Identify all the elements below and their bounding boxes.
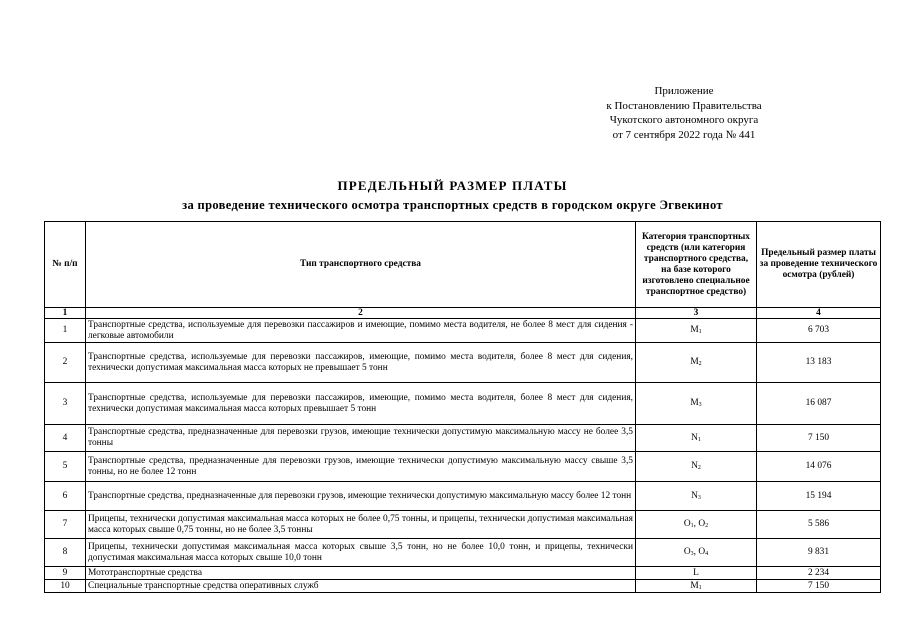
category-letter: O xyxy=(683,547,691,557)
category-letter: M xyxy=(690,398,699,408)
category-index: 3 xyxy=(698,402,702,408)
table-row xyxy=(45,343,881,383)
category-letter: N xyxy=(691,490,698,501)
row-number: 6 xyxy=(45,482,86,511)
category-index: 3 xyxy=(690,551,694,557)
row-fee: 6 703 xyxy=(757,319,881,343)
table-row xyxy=(45,539,881,567)
row-category xyxy=(636,319,757,343)
row-fee: 2 234 xyxy=(757,567,881,580)
table-row xyxy=(45,567,881,580)
category-letter: , O xyxy=(693,519,706,529)
column-number-row xyxy=(45,308,881,319)
category-index: 1 xyxy=(697,436,701,443)
table-row xyxy=(45,511,881,539)
row-description: Транспортные средства, предназначенные для перевозки грузов, имеющие технически допустимую максимальную массу не более 3,5 тонны xyxy=(86,425,636,452)
row-number: 9 xyxy=(45,567,86,580)
table-row xyxy=(45,319,881,343)
row-description: Транспортные средства, предназначенные для перевозки грузов, имеющие технически допустимую максимальную массу свыше 3,5 тонны, но не более 12 тонн xyxy=(86,452,636,482)
row-category xyxy=(636,539,757,567)
row-category xyxy=(636,452,757,482)
header-row xyxy=(45,222,881,308)
row-category xyxy=(636,511,757,539)
category-letter: N xyxy=(691,432,698,443)
row-description: Прицепы, технически допустимая максимальная масса которых не более 0,75 тонны, и прицепы, технически допустимая максимальная масса которых свыше 0,75 тонны, но не более 3,5 тонны xyxy=(86,511,636,539)
row-description: Транспортные средства, используемые для перевозки пассажиров и имеющие, помимо места водителя, не более 8 мест для сидения - легковые автомобили xyxy=(86,319,636,343)
appendix-line: Приложение xyxy=(654,85,714,97)
header-fee: Предельный размер платы за проведение технического осмотра (рублей) xyxy=(757,222,881,308)
row-number: 8 xyxy=(45,539,86,567)
row-category xyxy=(636,383,757,425)
appendix-line: к Постановлению Правительства xyxy=(606,99,762,112)
document-title: ПРЕДЕЛЬНЫЙ РАЗМЕР ПЛАТЫ xyxy=(337,178,568,193)
header-num: № п/п xyxy=(45,222,86,308)
row-number: 4 xyxy=(45,425,86,452)
row-fee: 7 150 xyxy=(757,425,881,452)
appendix-line: от 7 сентября 2022 года № 441 xyxy=(612,128,756,141)
row-category xyxy=(636,343,757,383)
row-fee: 15 194 xyxy=(757,482,881,511)
table-row xyxy=(45,452,881,482)
row-description: Транспортные средства, предназначенные для перевозки грузов, имеющие технически допустимую максимальную массу более 12 тонн xyxy=(86,482,636,511)
row-category xyxy=(636,580,757,593)
row-description: Транспортные средства, используемые для перевозки пассажиров, имеющие, помимо места водителя, более 8 мест для сидения, технически допустимая максимальная масса которых превышает 5 тонн xyxy=(86,383,636,425)
header-category: Категория транспортных средств (или категория транспортного средства, на базе которого изготовлено специальное транспортное средство) xyxy=(636,222,757,308)
row-category xyxy=(636,567,757,580)
column-number: 2 xyxy=(86,308,636,319)
category-letter: M xyxy=(690,357,699,367)
header-type: Тип транспортного средства xyxy=(86,222,636,308)
row-number: 7 xyxy=(45,511,86,539)
row-fee: 16 087 xyxy=(757,383,881,425)
document-subtitle: за проведение технического осмотра транспортных средств в городском округе Эгвекинот xyxy=(182,198,723,212)
row-fee: 14 076 xyxy=(757,452,881,482)
row-number: 1 xyxy=(45,319,86,343)
row-description: Транспортные средства, используемые для перевозки пассажиров, имеющие, помимо места водителя, более 8 мест для сидения, технически допустимая максимальная масса которых не превышает 5 тонн xyxy=(86,343,636,383)
column-number: 1 xyxy=(45,308,86,319)
row-category xyxy=(636,425,757,452)
row-number: 10 xyxy=(45,580,86,593)
category-index: 1 xyxy=(698,329,702,335)
table-row xyxy=(45,383,881,425)
row-description: Мототранспортные средства xyxy=(86,567,636,580)
category-letter: , O xyxy=(693,547,706,557)
table-row xyxy=(45,425,881,452)
row-number: 3 xyxy=(45,383,86,425)
row-fee: 5 586 xyxy=(757,511,881,539)
column-number: 4 xyxy=(757,308,881,319)
row-fee: 7 150 xyxy=(757,580,881,593)
row-category xyxy=(636,482,757,511)
category-letter: N xyxy=(691,461,698,471)
category-index: 3 xyxy=(697,494,701,501)
category-letter: O xyxy=(683,519,691,529)
column-number: 3 xyxy=(636,308,757,319)
category-letter: M xyxy=(690,325,699,335)
category-index: 2 xyxy=(697,465,701,471)
category-index: 2 xyxy=(698,361,702,367)
row-description: Прицепы, технически допустимая максимальная масса которых свыше 3,5 тонн, но не более 10,0 тонн, и прицепы, технически допустимая максимальная масса которых свыше 10,0 тонн xyxy=(86,539,636,567)
category-index: 4 xyxy=(705,551,709,557)
row-fee: 13 183 xyxy=(757,343,881,383)
appendix-block xyxy=(560,84,808,142)
category-index: 1 xyxy=(698,584,702,591)
category-index: 1 xyxy=(690,523,694,529)
row-number: 2 xyxy=(45,343,86,383)
table-row xyxy=(45,580,881,593)
category-index: 2 xyxy=(705,523,709,529)
category-letter: L xyxy=(693,567,699,578)
table-row xyxy=(45,482,881,511)
category-letter: M xyxy=(690,580,699,591)
fee-table xyxy=(44,221,881,593)
row-number: 5 xyxy=(45,452,86,482)
row-description: Специальные транспортные средства оперативных служб xyxy=(86,580,636,593)
appendix-line: Чукотского автономного округа xyxy=(609,114,759,127)
row-fee: 9 831 xyxy=(757,539,881,567)
